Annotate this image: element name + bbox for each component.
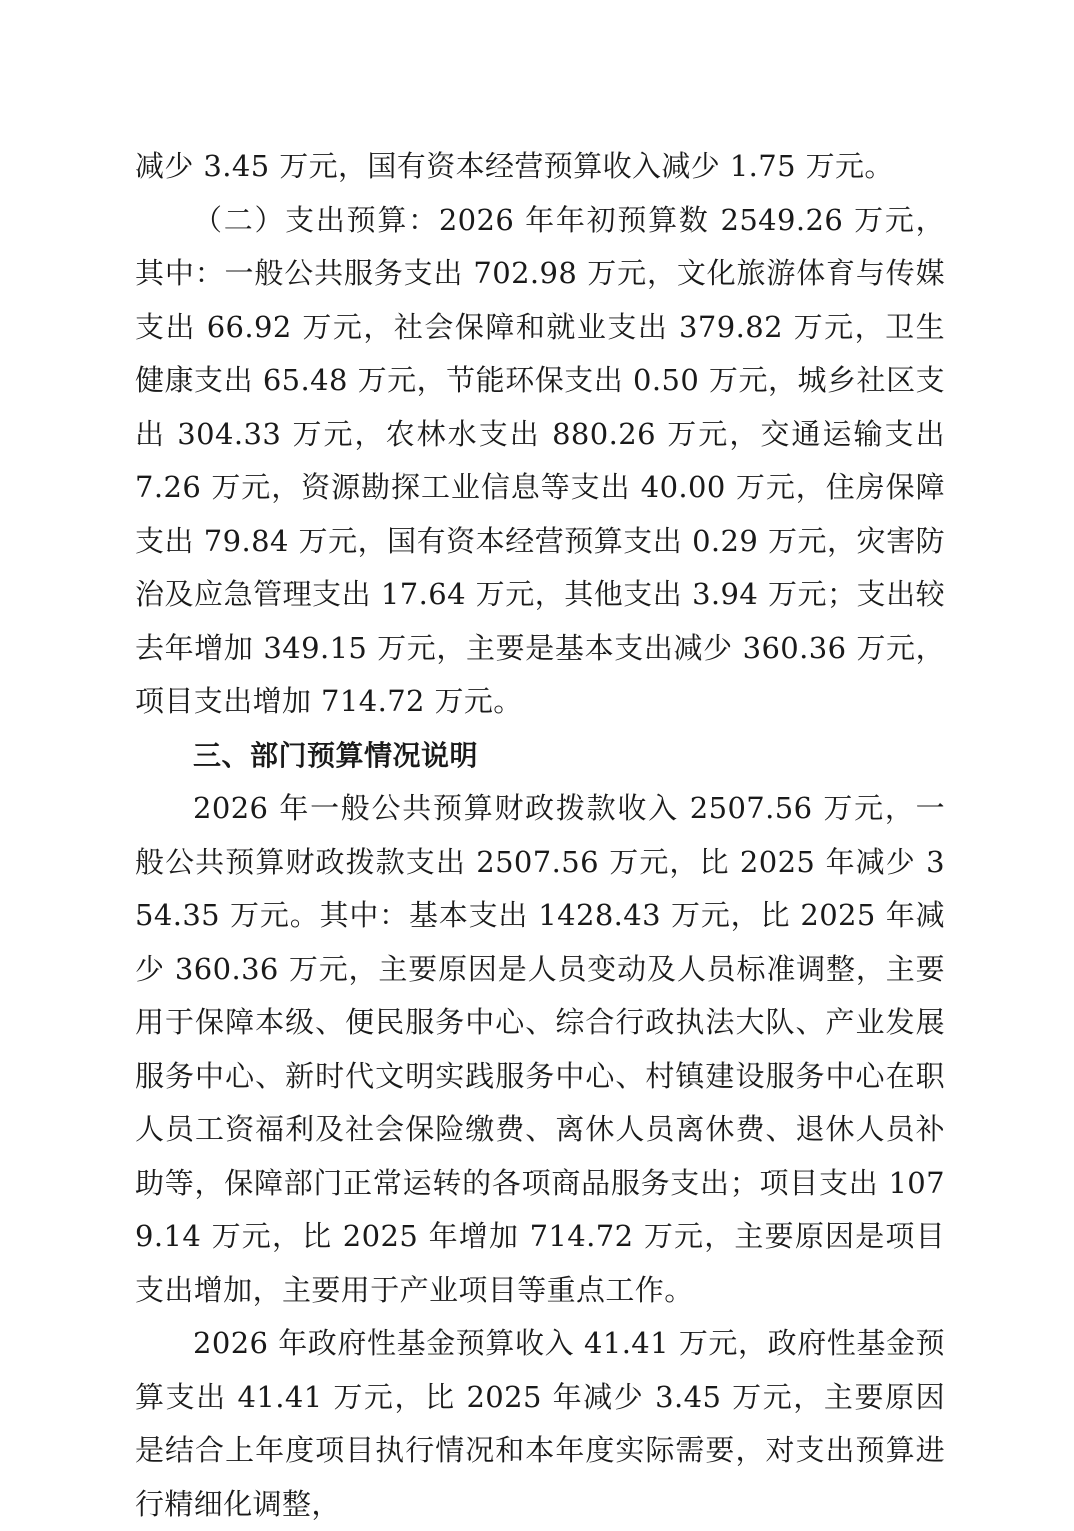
section-heading: 三、部门预算情况说明 bbox=[193, 738, 479, 772]
paragraph-expenditure-budget: （二）支出预算：2026 年年初预算数 2549.26 万元，其中：一般公共服务支出 702.98 万元，文化旅游体育与传媒支出 66.92 万元，社会保障和就业支出 379.82 万元，卫生健康支出 65.48 万元，节能环保支出 0.50 万元，城乡社区支出 304.33 万元，农林水支出 880.26 万元，交通运输支出 7.26 万元，资源勘探工业信息等支出 40.00 万元，住房保障支出 79.84 万元，国有资本经营预算支出 0.29 万元，灾害防治及应急管理支出 17.64 万元，其他支出 3.94 万元；支出较去年增加 349.15 万元，主要是基本支出减少 360.36 万元，项目支出增加 714.72 万元。 bbox=[135, 202, 945, 718]
paragraph-continuation: 减少 3.45 万元，国有资本经营预算收入减少 1.75 万元。 bbox=[135, 149, 894, 183]
document-page bbox=[135, 140, 945, 1531]
paragraph-government-fund-budget: 2026 年政府性基金预算收入 41.41 万元，政府性基金预算支出 41.41 万元，比 2025 年减少 3.45 万元，主要原因是结合上年度项目执行情况和本年度实际需要，对支出预算进行精细化调整， bbox=[135, 1326, 945, 1521]
paragraph-general-public-budget: 2026 年一般公共预算财政拨款收入 2507.56 万元，一般公共预算财政拨款支出 2507.56 万元，比 2025 年减少 354.35 万元。其中：基本支出 1428.43 万元，比 2025 年减少 360.36 万元，主要原因是人员变动及人员标准调整，主要用于保障本级、便民服务中心、综合行政执法大队、产业发展服务中心、新时代文明实践服务中心、村镇建设服务中心在职人员工资福利及社会保险缴费、离休人员离休费、退休人员补助等，保障部门正常运转的各项商品服务支出；项目支出 1079.14 万元，比 2025 年增加 714.72 万元，主要原因是项目支出增加，主要用于产业项目等重点工作。 bbox=[135, 791, 945, 1307]
